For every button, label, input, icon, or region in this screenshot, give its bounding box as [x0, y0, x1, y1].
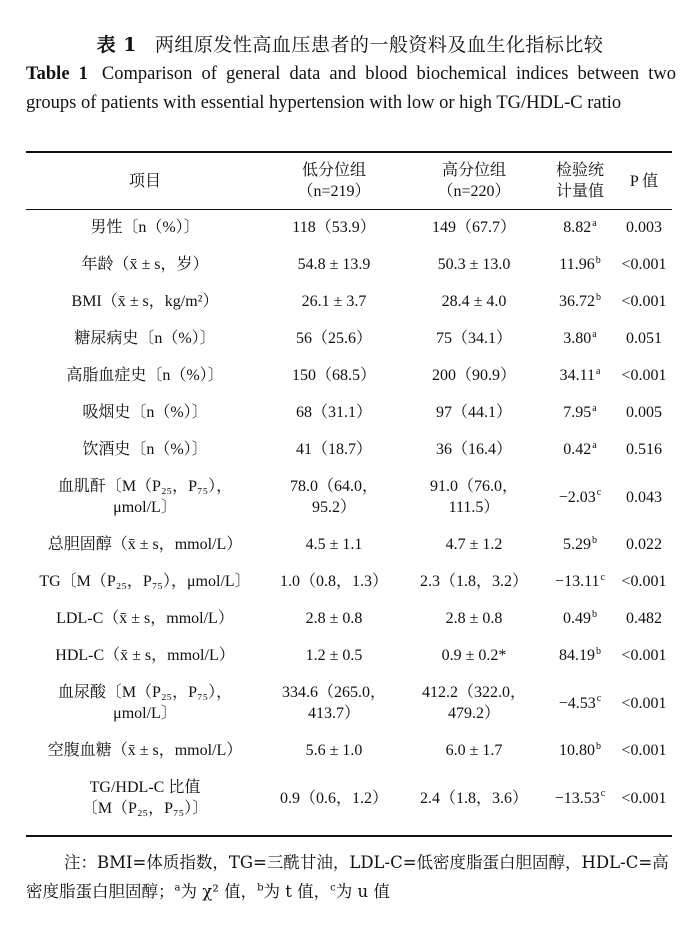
- table-caption-cn: 两组原发性高血压患者的一般资料及血生化指标比较: [154, 34, 604, 56]
- p-value: <0.001: [621, 367, 667, 384]
- cell-low-group: [264, 357, 404, 394]
- cell-item-line2: 〔M（P₂₅，P₇₅）〕: [81, 800, 209, 817]
- cell-low-group: [264, 526, 404, 563]
- cell-low-group: [264, 637, 404, 674]
- table-row: [26, 769, 672, 827]
- cell-high-group: [404, 246, 544, 283]
- cell-p-value: [616, 209, 672, 246]
- cell-high-group: [404, 563, 544, 600]
- table-body: [26, 209, 672, 827]
- cell-item: [26, 468, 264, 526]
- p-value: <0.001: [621, 256, 667, 273]
- cell-item-line1: LDL-C（x̄ ± s，mmol/L）: [56, 610, 234, 627]
- cell-low-group-line1: 334.6（265.0，: [281, 684, 386, 701]
- footnote-c-symbol: c: [330, 882, 336, 894]
- stat-value: 36.72: [559, 293, 595, 310]
- cell-low-group: [264, 732, 404, 769]
- stat-value: 0.42: [563, 441, 592, 458]
- table-row: [26, 320, 672, 357]
- table-row: [26, 732, 672, 769]
- cell-item: [26, 246, 264, 283]
- cell-high-group: [404, 209, 544, 246]
- cell-item: [26, 637, 264, 674]
- cell-low-group-line1: 41（18.7）: [295, 441, 372, 458]
- cell-statistic: [544, 600, 616, 637]
- p-value: 0.003: [626, 219, 662, 236]
- table-caption-en: Comparison of general data and blood biochemical indices between two groups of patients with essential hypertension with low or high TG/HDL-C ratio: [26, 64, 676, 113]
- cell-high-group: [404, 637, 544, 674]
- p-value: <0.001: [621, 742, 667, 759]
- cell-low-group: [264, 769, 404, 827]
- table-row: [26, 526, 672, 563]
- cell-high-group: [404, 283, 544, 320]
- stat-symbol: a: [592, 217, 597, 229]
- cell-item-line2: μmol/L〕: [113, 705, 177, 722]
- cell-item-line2: μmol/L〕: [113, 499, 177, 516]
- stat-value: 7.95: [563, 404, 592, 421]
- cell-high-group-line1: 36（16.4）: [435, 441, 512, 458]
- cell-item-line1: TG〔M（P₂₅，P₇₅），μmol/L〕: [39, 573, 251, 590]
- cell-item-line1: 空腹血糖（x̄ ± s，mmol/L）: [47, 742, 243, 759]
- cell-statistic: [544, 637, 616, 674]
- cell-high-group-line2: 479.2）: [447, 705, 500, 722]
- table-row: [26, 357, 672, 394]
- cell-low-group: [264, 431, 404, 468]
- table-row: [26, 600, 672, 637]
- cell-high-group-line1: 97（44.1）: [435, 404, 512, 421]
- cell-p-value: [616, 526, 672, 563]
- cell-high-group-line1: 200（90.9）: [431, 367, 516, 384]
- cell-low-group-line1: 54.8 ± 13.9: [297, 256, 371, 273]
- p-value: <0.001: [621, 789, 667, 807]
- stat-symbol: b: [596, 291, 601, 303]
- cell-high-group: [404, 600, 544, 637]
- table-row: [26, 246, 672, 283]
- stat-value: −4.53: [558, 694, 596, 712]
- table-header: [26, 153, 672, 209]
- header-item: 项目: [128, 172, 161, 190]
- cell-item-line1: TG/HDL-C 比值: [89, 779, 201, 796]
- cell-high-group-line1: 4.7 ± 1.2: [445, 536, 503, 553]
- cell-item: [26, 283, 264, 320]
- header-high-n: （n=220）: [437, 183, 511, 200]
- cell-statistic: [544, 431, 616, 468]
- cell-low-group: [264, 246, 404, 283]
- stat-value: 5.29: [563, 536, 591, 553]
- table-row: [26, 394, 672, 431]
- cell-high-group-line1: 149（67.7）: [431, 219, 516, 236]
- stat-value: 0.49: [563, 610, 591, 627]
- cell-item-line1: 吸烟史〔n（%）〕: [82, 404, 208, 421]
- footnote-a-symbol: a: [174, 882, 181, 894]
- p-value: 0.022: [626, 536, 662, 553]
- table-row: [26, 209, 672, 246]
- cell-low-group-line1: 4.5 ± 1.1: [305, 536, 363, 553]
- stat-symbol: c: [600, 788, 606, 800]
- cell-high-group: [404, 769, 544, 827]
- cell-low-group: [264, 674, 404, 732]
- cell-p-value: [616, 600, 672, 637]
- stat-symbol: a: [592, 402, 597, 414]
- stat-symbol: b: [592, 534, 597, 546]
- cell-statistic: [544, 674, 616, 732]
- cell-statistic: [544, 394, 616, 431]
- table-row: [26, 468, 672, 526]
- cell-high-group: [404, 732, 544, 769]
- table-row: [26, 283, 672, 320]
- cell-item: [26, 320, 264, 357]
- cell-low-group: [264, 600, 404, 637]
- stat-value: 34.11: [559, 367, 595, 384]
- cell-item: [26, 563, 264, 600]
- table-number-cn: 表 1: [96, 34, 137, 56]
- cell-statistic: [544, 357, 616, 394]
- stat-symbol: b: [596, 645, 601, 657]
- cell-statistic: [544, 563, 616, 600]
- cell-low-group-line1: 1.2 ± 0.5: [305, 647, 363, 664]
- stat-value: −13.53: [554, 789, 600, 807]
- stat-symbol: b: [592, 608, 597, 620]
- cell-item-line1: 男性〔n（%）〕: [90, 219, 200, 236]
- table-title-en: [26, 60, 676, 118]
- cell-statistic: [544, 209, 616, 246]
- cell-statistic: [544, 283, 616, 320]
- cell-high-group-line2: 111.5）: [448, 499, 500, 516]
- stat-value: −2.03: [558, 488, 596, 506]
- cell-high-group-line1: 412.2（322.0，: [421, 684, 526, 701]
- p-value: 0.482: [626, 610, 662, 627]
- p-value: <0.001: [621, 647, 667, 664]
- table-number-en: Table 1: [26, 64, 88, 84]
- cell-high-group-line1: 0.9 ± 0.2*: [441, 647, 507, 664]
- cell-item-line1: 高脂血症史〔n（%）〕: [66, 367, 224, 384]
- cell-item: [26, 394, 264, 431]
- cell-high-group-line1: 50.3 ± 13.0: [437, 256, 511, 273]
- stat-value: −13.11: [555, 573, 600, 590]
- footnote-b-text: 为 t 值，: [263, 882, 331, 901]
- cell-low-group-line1: 1.0（0.8，1.3）: [279, 573, 388, 590]
- cell-high-group: [404, 468, 544, 526]
- stat-value: 84.19: [559, 647, 595, 664]
- cell-item: [26, 526, 264, 563]
- cell-item-line1: HDL-C（x̄ ± s，mmol/L）: [55, 647, 235, 664]
- header-high-group: [404, 153, 544, 209]
- cell-statistic: [544, 320, 616, 357]
- cell-p-value: [616, 357, 672, 394]
- cell-statistic: [544, 526, 616, 563]
- cell-item: [26, 769, 264, 827]
- header-row: [26, 153, 672, 209]
- cell-low-group-line2: 413.7）: [307, 705, 360, 722]
- cell-item-line1: 血尿酸〔M（P₂₅，P₇₅），: [57, 684, 233, 701]
- cell-item: [26, 357, 264, 394]
- cell-low-group-line1: 68（31.1）: [295, 404, 372, 421]
- p-value: <0.001: [621, 293, 667, 310]
- cell-p-value: [616, 674, 672, 732]
- cell-high-group-line1: 2.4（1.8，3.6）: [419, 789, 528, 807]
- header-high-label: 高分位组: [441, 162, 506, 179]
- cell-statistic: [544, 732, 616, 769]
- table-row: [26, 674, 672, 732]
- cell-high-group: [404, 674, 544, 732]
- cell-low-group-line2: 95.2）: [311, 499, 356, 516]
- cell-high-group-line1: 28.4 ± 4.0: [441, 293, 507, 310]
- cell-high-group: [404, 357, 544, 394]
- table-row: [26, 563, 672, 600]
- cell-item: [26, 732, 264, 769]
- header-statistic: [544, 153, 616, 209]
- cell-item-line1: 年龄（x̄ ± s，岁）: [81, 256, 209, 273]
- table-row: [26, 637, 672, 674]
- cell-item: [26, 600, 264, 637]
- cell-low-group-line1: 26.1 ± 3.7: [301, 293, 367, 310]
- table-bottom-rule: [26, 835, 672, 837]
- cell-high-group-line1: 91.0（76.0，: [429, 478, 518, 495]
- cell-high-group-line1: 2.8 ± 0.8: [445, 610, 503, 627]
- table-footnote: [26, 848, 676, 906]
- footnote-c-text: 为 u 值: [335, 882, 390, 901]
- cell-p-value: [616, 283, 672, 320]
- stat-symbol: a: [592, 439, 597, 451]
- cell-high-group-line1: 6.0 ± 1.7: [445, 742, 503, 759]
- cell-high-group-line1: 75（34.1）: [435, 330, 512, 347]
- header-p-value: P 值: [629, 172, 659, 190]
- stat-value: 8.82: [563, 219, 592, 236]
- p-value: 0.043: [626, 488, 662, 506]
- cell-p-value: [616, 769, 672, 827]
- footnote-a-text: 为 χ² 值，: [180, 882, 258, 901]
- cell-low-group: [264, 209, 404, 246]
- stat-value: 3.80: [563, 330, 592, 347]
- p-value: 0.516: [626, 441, 662, 458]
- cell-statistic: [544, 468, 616, 526]
- cell-high-group: [404, 526, 544, 563]
- p-value: 0.005: [626, 404, 662, 421]
- cell-item: [26, 431, 264, 468]
- cell-item: [26, 209, 264, 246]
- p-value: 0.051: [626, 330, 662, 347]
- header-stat-line1: 检验统: [555, 162, 604, 179]
- cell-p-value: [616, 468, 672, 526]
- cell-high-group: [404, 394, 544, 431]
- footnote-lead: 注：BMI=体质指数，TG=三酰甘油，LDL-C=低密度脂蛋白胆固醇，HDL-C=高密度脂蛋白胆固醇；: [26, 853, 669, 901]
- cell-item-line1: 糖尿病史〔n（%）〕: [74, 330, 216, 347]
- footnote-b-symbol: b: [257, 882, 264, 894]
- cell-p-value: [616, 246, 672, 283]
- table-title-cn: [0, 30, 700, 57]
- cell-low-group: [264, 468, 404, 526]
- header-low-n: （n=219）: [297, 183, 371, 200]
- stat-symbol: b: [595, 254, 601, 266]
- cell-low-group-line1: 56（25.6）: [295, 330, 372, 347]
- cell-low-group-line1: 150（68.5）: [291, 367, 376, 384]
- stat-symbol: b: [596, 740, 601, 752]
- cell-item-line1: 饮酒史〔n（%）〕: [82, 441, 208, 458]
- cell-low-group: [264, 394, 404, 431]
- table-row: [26, 431, 672, 468]
- stat-value: 10.80: [559, 742, 595, 759]
- p-value: <0.001: [621, 573, 667, 590]
- stat-symbol: a: [592, 328, 597, 340]
- cell-item-line1: 总胆固醇（x̄ ± s，mmol/L）: [47, 536, 243, 553]
- cell-p-value: [616, 320, 672, 357]
- cell-p-value: [616, 431, 672, 468]
- cell-p-value: [616, 732, 672, 769]
- cell-high-group: [404, 431, 544, 468]
- cell-low-group: [264, 563, 404, 600]
- header-low-label: 低分位组: [301, 162, 366, 179]
- cell-item-line1: 血肌酐〔M（P₂₅，P₇₅），: [57, 478, 233, 495]
- cell-low-group: [264, 320, 404, 357]
- cell-p-value: [616, 637, 672, 674]
- cell-low-group-line1: 2.8 ± 0.8: [305, 610, 363, 627]
- cell-statistic: [544, 246, 616, 283]
- data-table: [26, 153, 672, 827]
- header-stat-line2: 计量值: [555, 183, 604, 200]
- cell-p-value: [616, 394, 672, 431]
- stat-symbol: c: [596, 693, 602, 705]
- cell-high-group: [404, 320, 544, 357]
- stat-value: 11.96: [559, 256, 595, 273]
- cell-high-group-line1: 2.3（1.8，3.2）: [419, 573, 528, 590]
- cell-low-group-line1: 0.9（0.6，1.2）: [279, 789, 388, 807]
- cell-p-value: [616, 563, 672, 600]
- p-value: <0.001: [621, 694, 667, 712]
- cell-statistic: [544, 769, 616, 827]
- stat-symbol: c: [600, 571, 605, 583]
- cell-item-line1: BMI（x̄ ± s，kg/m²）: [71, 293, 219, 310]
- stat-symbol: a: [595, 365, 601, 377]
- cell-low-group-line1: 118（53.9）: [292, 219, 376, 236]
- stat-symbol: c: [596, 487, 602, 499]
- cell-item: [26, 674, 264, 732]
- header-low-group: [264, 153, 404, 209]
- cell-low-group-line1: 5.6 ± 1.0: [305, 742, 363, 759]
- cell-low-group: [264, 283, 404, 320]
- cell-low-group-line1: 78.0（64.0，: [289, 478, 378, 495]
